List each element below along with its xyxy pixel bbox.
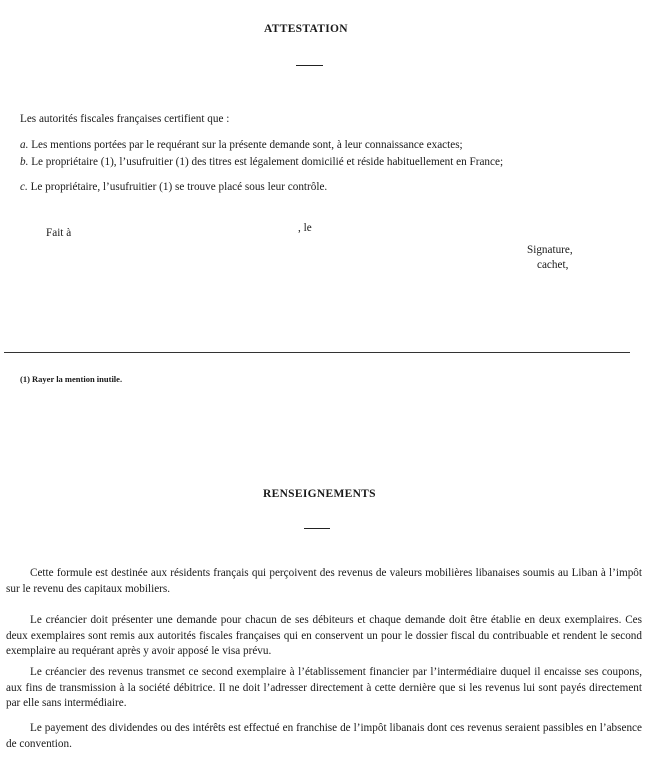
title-dash <box>304 528 330 529</box>
list-item-b <box>20 156 503 168</box>
footnote-rule <box>4 352 630 353</box>
signature-label: Signature, <box>527 244 573 256</box>
item-text: Le propriétaire, l’usufruitier (1) se trouve placé sous leur contrôle. <box>30 181 328 193</box>
paragraph-2 <box>6 613 642 660</box>
attestation-title: ATTESTATION <box>264 23 348 35</box>
list-item-c <box>20 181 327 193</box>
paragraph-1 <box>6 566 642 597</box>
list-item-a <box>20 139 463 151</box>
attestation-intro: Les autorités fiscales françaises certifient que : <box>20 113 230 125</box>
cachet-label: cachet, <box>537 259 569 271</box>
title-dash <box>296 65 323 66</box>
paragraph-text: Le payement des dividendes ou des intérêts est effectué en franchise de l’impôt libanais dont ces revenus seraient passibles en l’absence de convention. <box>6 722 642 750</box>
renseignements-title: RENSEIGNEMENTS <box>263 488 376 500</box>
paragraph-text: Le créancier doit présenter une demande pour chacun de ses débiteurs et chaque demande doit être établie en deux exemplaires. Ces deux exemplaires sont remis aux autorités fiscales françaises qui en conservent un pour le dossier fiscal du contribuable et rendent le second exemplaire au requérant après y avoir apposé le visa prévu. <box>6 614 642 657</box>
item-letter: b. <box>20 156 29 168</box>
item-letter: a. <box>20 139 29 151</box>
paragraph-4 <box>6 721 642 752</box>
item-text: Le propriétaire (1), l’usufruitier (1) des titres est légalement domicilié et réside habituellement en France; <box>31 156 504 168</box>
paragraph-text: Le créancier des revenus transmet ce second exemplaire à l’établissement financier par l’intermédiaire duquel il encaisse ses coupons, aux fins de transmission à la société débitrice. Il ne doit l’adresser directement à cette dernière que si les revenus lui sont payés directement par elle sans intermédiaire. <box>6 666 642 709</box>
paragraph-3 <box>6 665 642 712</box>
item-letter: c. <box>20 181 28 193</box>
footnote: (1) Rayer la mention inutile. <box>20 374 123 384</box>
fait-a-label: Fait à <box>46 227 72 239</box>
item-text: Les mentions portées par le requérant sur la présente demande sont, à leur connaissance exactes; <box>31 139 463 151</box>
paragraph-text: Cette formule est destinée aux résidents français qui perçoivent des revenus de valeurs mobilières libanaises soumis au Liban à l’impôt sur le revenu des capitaux mobiliers. <box>6 567 642 595</box>
date-label: , le <box>298 222 312 234</box>
